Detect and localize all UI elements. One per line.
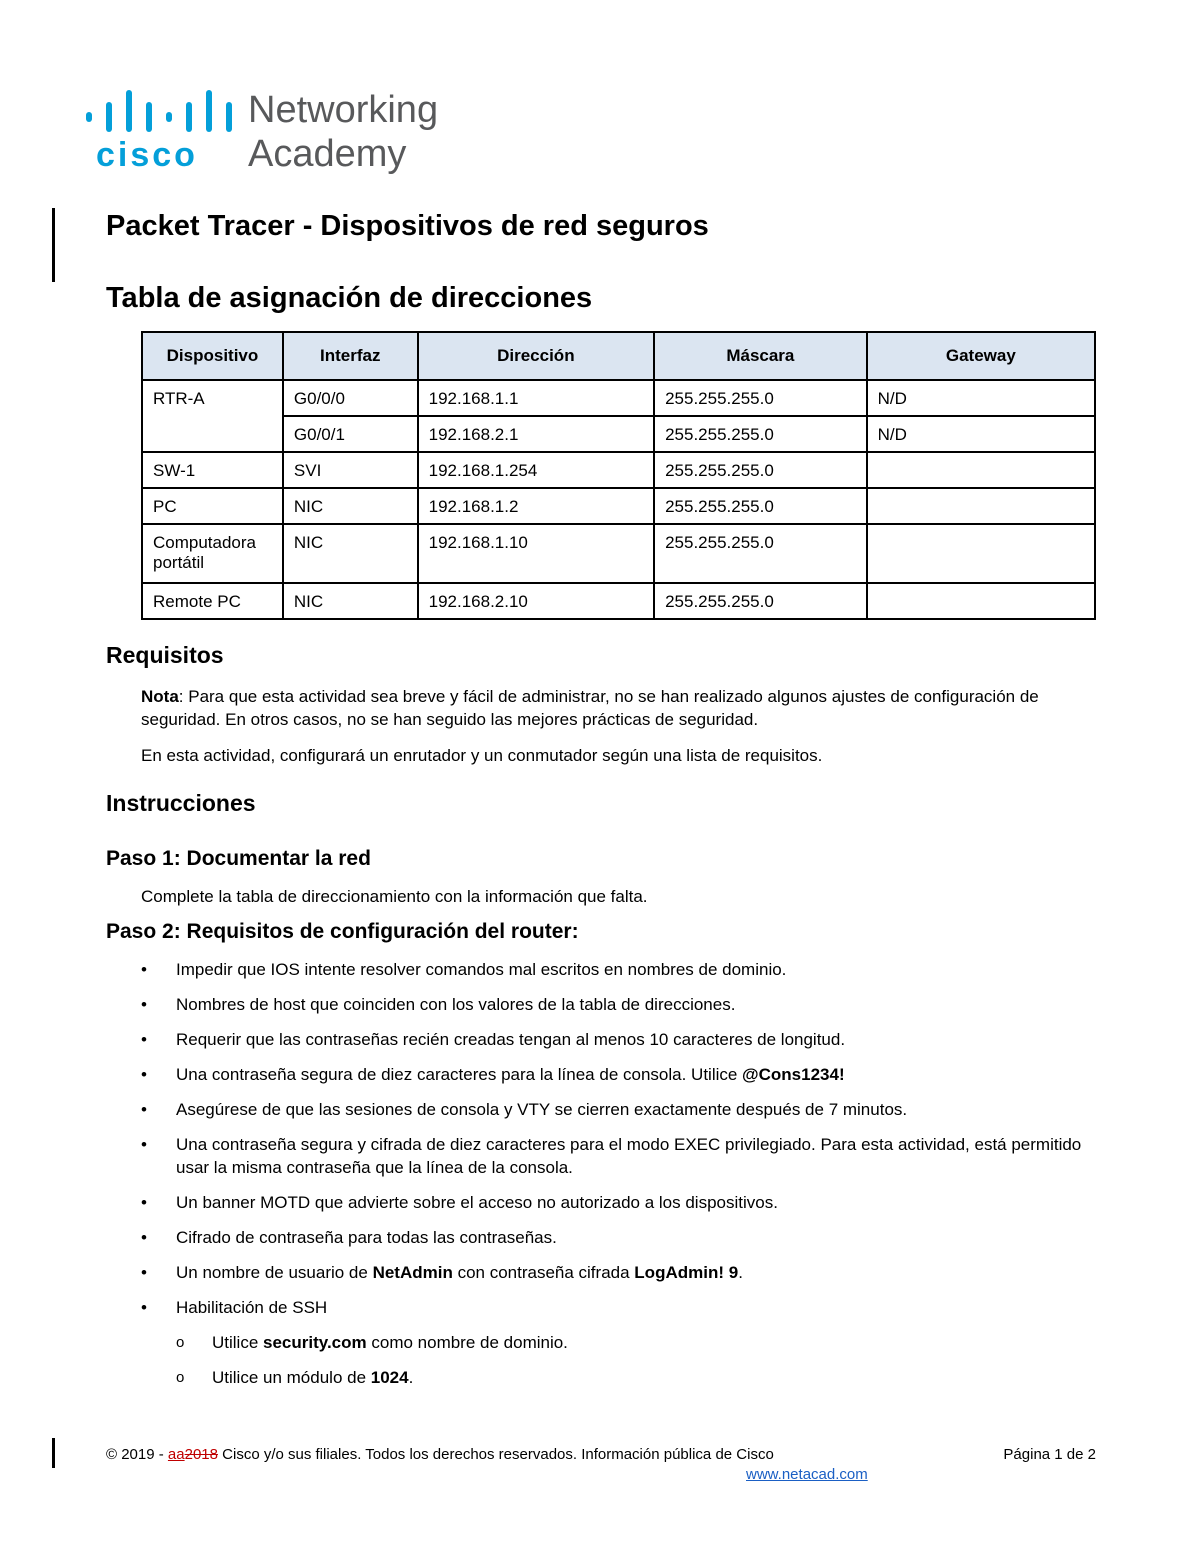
intro-paragraph: En esta actividad, configurará un enrutador y un conmutador según una lista de requisitos. — [141, 746, 823, 765]
table-cell: G0/0/0 — [283, 380, 418, 416]
table-cell: 192.168.1.10 — [418, 524, 654, 583]
table-cell: N/D — [867, 380, 1095, 416]
change-bar — [52, 208, 55, 282]
table-cell: SW-1 — [142, 452, 283, 488]
item-text: . — [408, 1368, 414, 1387]
item-text: con contraseña cifrada — [452, 1263, 635, 1282]
user-password: LogAdmin! 9 — [634, 1263, 739, 1282]
table-row — [142, 380, 1095, 416]
table-cell — [867, 583, 1095, 619]
table-cell: Computadora portátil — [142, 524, 283, 583]
header-cell: Dirección — [418, 332, 654, 380]
table-row — [142, 416, 1095, 452]
sub-bullet-icon: o — [176, 1334, 185, 1351]
step1-heading: Paso 1: Documentar la red — [106, 847, 371, 870]
item-text: . — [738, 1263, 743, 1282]
table-cell: 192.168.1.254 — [418, 452, 654, 488]
table-cell: SVI — [283, 452, 418, 488]
table-cell: 255.255.255.0 — [654, 524, 867, 583]
table-row — [142, 524, 1095, 583]
table-cell: 192.168.2.1 — [418, 416, 654, 452]
item-text: Requerir que las contraseñas recién creadas tengan al menos 10 caracteres de longitud. — [176, 1030, 846, 1049]
table-cell — [867, 452, 1095, 488]
sub-bullet-icon: o — [176, 1369, 185, 1386]
copyright-suffix: Cisco y/o sus filiales. Todos los derechos reservados. Información pública de Cisco — [217, 1446, 774, 1463]
bullet-icon: • — [141, 1135, 147, 1154]
list-item — [141, 958, 1101, 981]
table-section-heading: Tabla de asignación de direcciones — [106, 282, 593, 314]
list-item — [141, 1063, 1101, 1086]
bullet-icon: • — [141, 1263, 147, 1282]
list-item — [141, 1191, 1101, 1214]
table-cell: Remote PC — [142, 583, 283, 619]
item-text: Cifrado de contraseña para todas las contraseñas. — [176, 1228, 557, 1247]
table-cell: 255.255.255.0 — [654, 416, 867, 452]
item-text: Una contraseña segura y cifrada de diez caracteres para el modo EXEC privilegiado. Para esta actividad, está permitido usar la misma contraseña que la línea de la consola. — [176, 1135, 1082, 1177]
bullet-icon: • — [141, 1193, 147, 1212]
table-header-row — [142, 332, 1095, 380]
bullet-icon: • — [141, 960, 147, 979]
table-cell — [867, 488, 1095, 524]
table-cell: NIC — [283, 583, 418, 619]
list-item — [141, 1261, 1101, 1284]
tracked-deletion: 2018 — [184, 1446, 218, 1463]
addressing-table — [141, 331, 1096, 620]
bullet-icon: • — [141, 1100, 147, 1119]
item-text: Impedir que IOS intente resolver comandos mal escritos en nombres de dominio. — [176, 960, 787, 979]
item-text: como nombre de dominio. — [366, 1333, 568, 1352]
username: NetAdmin — [372, 1263, 453, 1282]
table-cell: PC — [142, 488, 283, 524]
bullet-icon: • — [141, 1228, 147, 1247]
table-cell: 192.168.1.2 — [418, 488, 654, 524]
item-text: Un nombre de usuario de — [176, 1263, 373, 1282]
cisco-networking-academy-logo — [84, 88, 464, 178]
header-cell: Máscara — [654, 332, 867, 380]
cisco-bridge-bars-icon — [84, 88, 464, 178]
item-text: Asegúrese de que las sesiones de consola y VTY se cierren exactamente después de 7 minutos. — [176, 1100, 908, 1119]
step1-text: Complete la tabla de direccionamiento con la información que falta. — [141, 887, 648, 906]
table-cell: 192.168.2.10 — [418, 583, 654, 619]
table-cell: NIC — [283, 524, 418, 583]
list-item — [141, 1028, 1101, 1051]
table-cell: 255.255.255.0 — [654, 583, 867, 619]
note-text: : Para que esta actividad sea breve y fácil de administrar, no se han realizado algunos ajustes de configuración de seguridad. En otros casos, no se han seguido las mejores prácticas de seguridad. — [141, 687, 1039, 729]
table-cell: 255.255.255.0 — [654, 452, 867, 488]
item-text: Una contraseña segura de diez caracteres para la línea de consola. Utilice — [176, 1065, 743, 1084]
note-paragraph — [141, 685, 1101, 731]
item-text: Habilitación de SSH — [176, 1298, 328, 1317]
router-requirements-list — [141, 958, 1101, 1401]
logo-line2: Academy — [248, 133, 407, 175]
table-cell — [142, 416, 283, 452]
ssh-sublist — [176, 1331, 1101, 1389]
table-cell — [867, 524, 1095, 583]
bullet-icon: • — [141, 1065, 147, 1084]
table-row — [142, 488, 1095, 524]
item-text: Un banner MOTD que advierte sobre el acceso no autorizado a los dispositivos. — [176, 1193, 778, 1212]
requisitos-heading: Requisitos — [106, 642, 224, 668]
table-cell: 255.255.255.0 — [654, 380, 867, 416]
cisco-wordmark: cisco — [96, 136, 198, 174]
domain-name: security.com — [263, 1333, 367, 1352]
item-text: Nombres de host que coinciden con los valores de la tabla de direcciones. — [176, 995, 736, 1014]
sub-list-item — [176, 1331, 1101, 1354]
modulus-value: 1024 — [370, 1368, 409, 1387]
table-cell: RTR-A — [142, 380, 283, 416]
table-cell: G0/0/1 — [283, 416, 418, 452]
table-cell: 192.168.1.1 — [418, 380, 654, 416]
step2-heading: Paso 2: Requisitos de configuración del router: — [106, 920, 579, 943]
netacad-link[interactable]: www.netacad.com — [746, 1466, 868, 1483]
header-cell: Dispositivo — [142, 332, 283, 380]
copyright-text — [106, 1446, 774, 1463]
console-password: @Cons1234! — [742, 1065, 845, 1084]
bullet-icon: • — [141, 1298, 147, 1317]
bullet-icon: • — [141, 995, 147, 1014]
tracked-insertion: aa — [167, 1446, 185, 1463]
list-item — [141, 1098, 1101, 1121]
header-cell: Gateway — [867, 332, 1095, 380]
document-title: Packet Tracer - Dispositivos de red seguros — [106, 210, 709, 242]
sub-list-item — [176, 1366, 1101, 1389]
logo-line1: Networking — [248, 89, 439, 131]
bullet-icon: • — [141, 1030, 147, 1049]
table-row — [142, 452, 1095, 488]
note-label: Nota — [141, 687, 179, 706]
page-number: Página 1 de 2 — [1003, 1446, 1096, 1463]
header-cell: Interfaz — [283, 332, 418, 380]
copyright-prefix: © 2019 - — [106, 1446, 168, 1463]
list-item — [141, 993, 1101, 1016]
table-cell: 255.255.255.0 — [654, 488, 867, 524]
item-text: Utilice un módulo de — [212, 1368, 371, 1387]
table-row — [142, 583, 1095, 619]
list-item — [141, 1133, 1101, 1179]
instrucciones-heading: Instrucciones — [106, 790, 256, 816]
table-cell: NIC — [283, 488, 418, 524]
change-bar — [52, 1438, 55, 1468]
list-item — [141, 1226, 1101, 1249]
table-cell: N/D — [867, 416, 1095, 452]
item-text: Utilice — [212, 1333, 264, 1352]
list-item — [141, 1296, 1101, 1389]
